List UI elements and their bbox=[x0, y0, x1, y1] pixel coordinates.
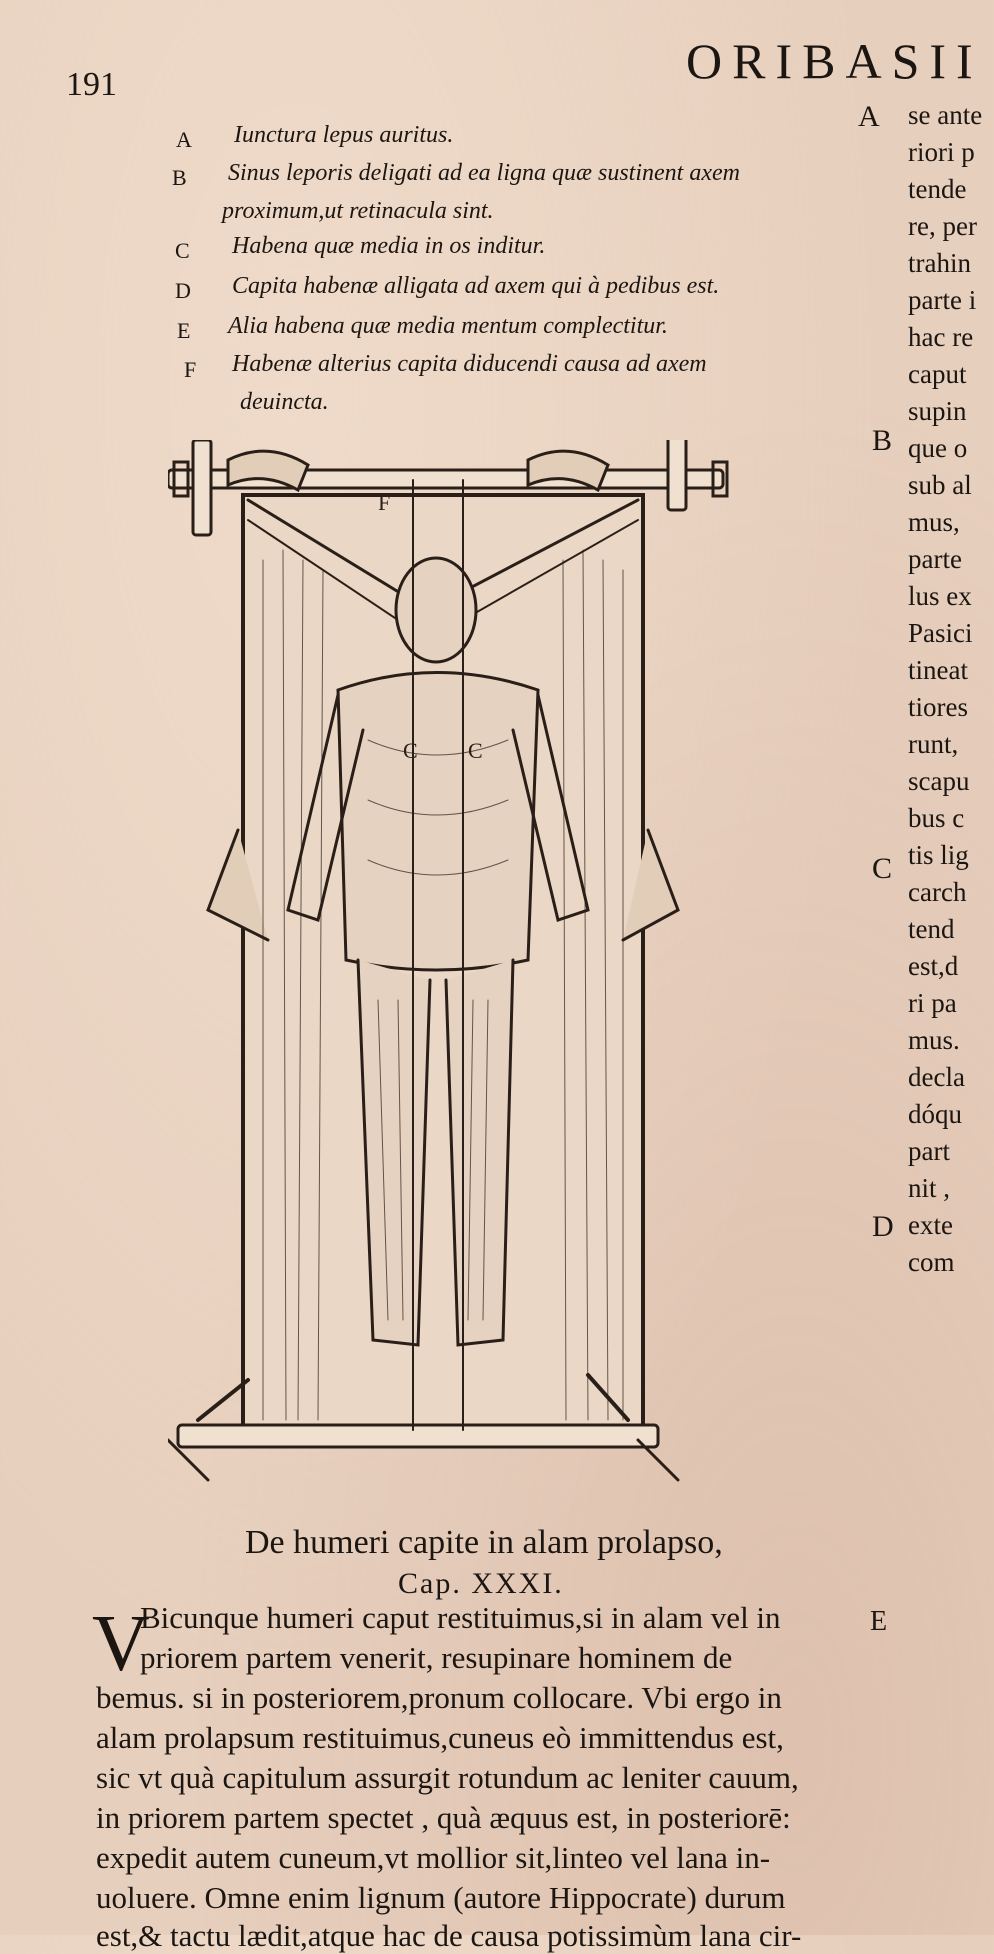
legend-letter-c: C bbox=[175, 238, 190, 263]
right-column-line: parte bbox=[908, 544, 962, 574]
running-head: ORIBASII bbox=[686, 33, 983, 89]
body-line: est,& tactu lædit,atque hac de causa potissimùm lana cir- bbox=[96, 1918, 802, 1953]
right-column-line: est,d bbox=[908, 951, 959, 981]
legend-text-a: Iunctura lepus auritus. bbox=[234, 122, 454, 148]
legend-text-b-cont: proximum,ut retinacula sint. bbox=[222, 198, 494, 224]
right-column-line: tend bbox=[908, 914, 955, 944]
right-column-line: hac re bbox=[908, 322, 974, 352]
right-column-line: com bbox=[908, 1247, 955, 1277]
legend-text-c: Habena quæ media in os inditur. bbox=[232, 233, 546, 259]
right-column-line: scapu bbox=[908, 766, 970, 796]
chapter-title: De humeri capite in alam prolapso, bbox=[245, 1524, 723, 1561]
legend-letter-b: B bbox=[172, 165, 187, 190]
legend-text-f-cont: deuincta. bbox=[240, 389, 329, 415]
traction-ladder-figure bbox=[168, 440, 758, 1500]
right-column-line: ri pa bbox=[908, 988, 957, 1018]
legend-letter-a: A bbox=[176, 127, 192, 152]
right-column-line: dóqu bbox=[908, 1099, 962, 1129]
right-column-line: tis lig bbox=[908, 840, 969, 870]
right-column-line: tineat bbox=[908, 655, 968, 685]
body-line: uoluere. Omne enim lignum (autore Hippocrate) durum bbox=[96, 1880, 786, 1915]
right-column-line: re, per bbox=[908, 211, 977, 241]
woodcut-illustration bbox=[168, 440, 758, 1500]
body-line: Bicunque humeri caput restituimus,si in alam vel in bbox=[140, 1600, 781, 1635]
right-column-line: riori p bbox=[908, 137, 975, 167]
margin-letter-d: D bbox=[872, 1210, 894, 1243]
right-column-line: sub al bbox=[908, 470, 972, 500]
legend-letter-d: D bbox=[175, 278, 191, 303]
right-column-line: Pasici bbox=[908, 618, 973, 648]
margin-letter-e: E bbox=[870, 1606, 888, 1637]
right-column-line: supin bbox=[908, 396, 967, 426]
body-line: bemus. si in posteriorem,pronum collocare. Vbi ergo in bbox=[96, 1680, 782, 1715]
margin-letter-c: C bbox=[872, 852, 893, 885]
figure-label-c-left: C bbox=[403, 738, 418, 763]
drop-cap: V bbox=[92, 1600, 150, 1688]
right-column-line: part bbox=[908, 1136, 950, 1166]
page-number: 191 bbox=[66, 66, 117, 103]
right-column-line: lus ex bbox=[908, 581, 972, 611]
right-column-line: caput bbox=[908, 359, 967, 389]
body-line: expedit autem cuneum,vt mollior sit,linteo vel lana in- bbox=[96, 1840, 771, 1875]
legend-text-f: Habenæ alterius capita diducendi causa ad axem bbox=[232, 351, 707, 377]
chapter-number: Cap. XXXI. bbox=[398, 1567, 564, 1600]
right-column-line: que o bbox=[908, 433, 968, 463]
legend-letter-e: E bbox=[177, 318, 191, 343]
right-column-line: se ante bbox=[908, 100, 983, 130]
legend-letter-f: F bbox=[184, 357, 197, 382]
figure-label-f: F bbox=[378, 490, 391, 515]
legend-text-b: Sinus leporis deligati ad ea ligna quæ sustinent axem bbox=[228, 160, 740, 186]
right-column-line: tiores bbox=[908, 692, 968, 722]
legend-text-d: Capita habenæ alligata ad axem qui à pedibus est. bbox=[232, 273, 720, 299]
body-line: priorem partem venerit, resupinare hominem de bbox=[140, 1640, 733, 1675]
figure-label-c-right: C bbox=[468, 738, 483, 763]
right-column-line: trahin bbox=[908, 248, 971, 278]
right-column-line: decla bbox=[908, 1062, 965, 1092]
right-column-line: tende bbox=[908, 174, 967, 204]
right-column-line: bus c bbox=[908, 803, 965, 833]
right-column-line: mus, bbox=[908, 507, 960, 537]
right-column-line: parte i bbox=[908, 285, 977, 315]
margin-letter-a: A bbox=[858, 100, 880, 133]
right-column-line: mus. bbox=[908, 1025, 960, 1055]
right-column-line: carch bbox=[908, 877, 967, 907]
legend-text-e: Alia habena quæ media mentum complectitur. bbox=[228, 313, 668, 339]
right-column-line: exte bbox=[908, 1210, 953, 1240]
body-line: in priorem partem spectet , quà æquus est, in posteriorē: bbox=[96, 1800, 791, 1835]
right-column-line: nit , bbox=[908, 1173, 951, 1203]
body-line: sic vt quà capitulum assurgit rotundum ac leniter cauum, bbox=[96, 1760, 799, 1795]
margin-letter-b: B bbox=[872, 424, 893, 457]
body-line: alam prolapsum restituimus,cuneus eò immittendus est, bbox=[96, 1720, 784, 1755]
right-column-line: runt, bbox=[908, 729, 959, 759]
